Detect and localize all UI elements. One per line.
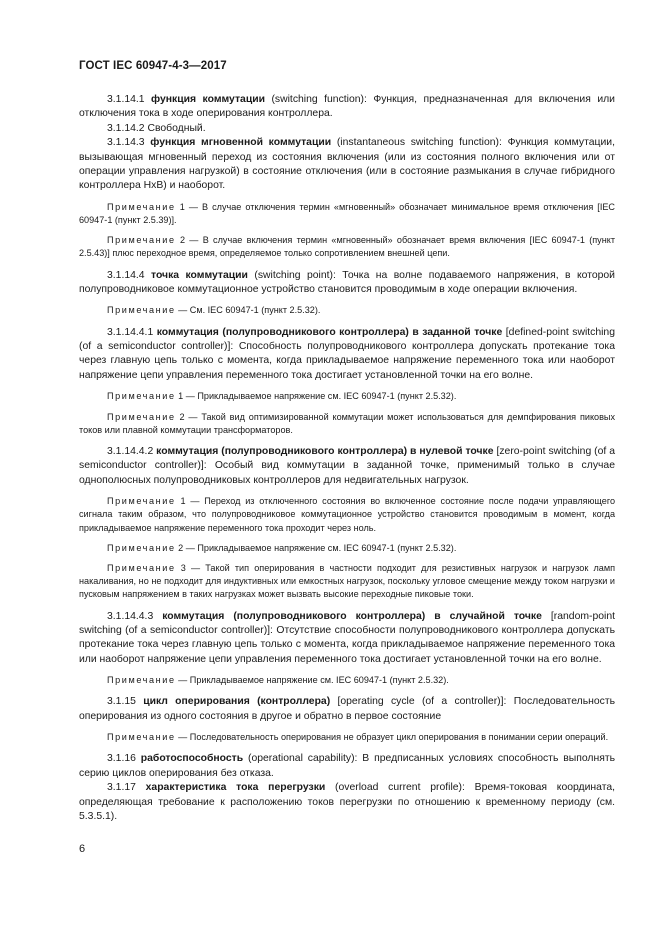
definition-text: (switching point): Точка на волне подаваемого напряжения, в которой полупроводниковое коммутационное устройство становится проводимым в ходе операции включения. xyxy=(79,269,615,296)
definition-text: Свободный. xyxy=(144,122,206,134)
note-label: Примечание xyxy=(107,411,176,422)
term: коммутация (полупроводникового контроллера) в случайной точке xyxy=(162,610,542,622)
note-text: 2 — Такой вид оптимизированной коммутации может использоваться для демпфирования пиковых токов или плавной коммутации трансформаторов. xyxy=(79,411,615,435)
note-text: 1 — Прикладываемое напряжение см. IEC 60947-1 (пункт 2.5.32). xyxy=(175,391,457,402)
definition-text: (operational capability): В предписанных условиях способность выполнять серию циклов оперирования без отказа. xyxy=(79,753,615,779)
definition-paragraph xyxy=(79,93,615,122)
note-text: 3 — Такой тип оперирования в частности подходит для резистивных нагрузок и нагрузок ламп накаливания, но не подходит для индуктивных или емкостных нагрузок, поскольку угловое смещение между током нагрузки и пусковым напряжением в таких нагрузках может вызвать высокие переходные пиковые токи. xyxy=(79,562,615,600)
note-paragraph xyxy=(79,304,615,317)
note-label: Примечание xyxy=(107,562,176,573)
note-label: Примечание xyxy=(107,542,176,553)
page-number: 6 xyxy=(79,843,86,855)
note-label: Примечание xyxy=(107,235,176,246)
note-paragraph xyxy=(79,731,615,744)
term: коммутация (полупроводникового контроллера) в заданной точке xyxy=(156,326,503,338)
clause-number: 3.1.14.4 xyxy=(107,269,151,281)
note-paragraph xyxy=(79,674,615,687)
clause-number: 3.1.14.3 xyxy=(107,137,151,149)
clause-number: 3.1.14.4.1 xyxy=(107,326,157,338)
note-text: — См. IEC 60947-1 (пункт 2.5.32). xyxy=(175,305,321,316)
note-label: Примечание xyxy=(107,305,176,316)
definition-paragraph xyxy=(79,136,615,194)
note-text: — Прикладываемое напряжение см. IEC 60947-1 (пункт 2.5.32). xyxy=(175,675,449,686)
note-text: 1 — Переход из отключенного состояния во включенное состояние после подачи управляющего сигнала таким образом, что полупроводниковое коммутационное устройство становится проводимым в момент, когда прикладываемое напряжение переменного тока проходит через ноль. xyxy=(79,496,615,533)
note-text: 1 — В случае отключения термин «мгновенный» обозначает минимальное время отключения [IEC 60947-1 (пункт 2.5.39)]. xyxy=(79,201,615,226)
definition-paragraph xyxy=(79,781,615,824)
note-paragraph xyxy=(79,495,615,535)
definition-text: (switching function): Функция, предназначенная для включения или отключения тока в ходе оперирования контроллера. xyxy=(79,94,615,120)
term: цикл оперирования (контроллера) xyxy=(143,696,331,708)
definition-paragraph xyxy=(79,610,615,668)
term: характеристика тока перегрузки xyxy=(145,782,326,794)
definition-paragraph xyxy=(79,269,615,298)
term: функция коммутации xyxy=(151,94,265,105)
term: работоспособность xyxy=(140,753,244,765)
note-paragraph xyxy=(79,542,615,555)
clause-number: 3.1.16 xyxy=(107,753,141,765)
clause-number: 3.1.14.4.3 xyxy=(107,610,163,622)
clause-number: 3.1.17 xyxy=(107,782,146,794)
note-paragraph xyxy=(79,562,615,602)
clause-number: 3.1.14.1 xyxy=(107,94,152,105)
note-text: — Последовательность оперирования не образует цикл оперирования в понимании серии операций. xyxy=(175,732,609,743)
definition-text: [random-point switching (of a semiconductor controller)]: Отсутствие способности полупроводникового контроллера допускать протекание тока через главную цепь только с момента, когда прикладываемое напряжение переменного тока или наоборот напряжение цепи управления переменного тока достигает установленной точки на его волне. xyxy=(79,610,616,665)
note-label: Примечание xyxy=(107,675,176,686)
note-paragraph xyxy=(79,234,615,260)
definition-paragraph xyxy=(79,752,615,781)
definition-paragraph xyxy=(79,445,615,488)
definition-text: [zero-point switching (of a semiconductor controller)]: Особый вид коммутации в заданной точке, применимый только в случае однополюсных полупроводниковых контроллеров для недвигательных нагрузок. xyxy=(79,445,616,486)
definition-text: [operating cycle (of a controller)]: Последовательность оперирования из одного состояния в другое и обратно в первое состояние xyxy=(79,696,615,722)
note-label: Примечание xyxy=(107,201,176,212)
note-label: Примечание xyxy=(107,496,176,507)
note-text: 2 — Прикладываемое напряжение см. IEC 60947-1 (пункт 2.5.32). xyxy=(175,542,457,553)
definition-text: (overload current profile): Время-токовая координата, определяющая требование к расположению токов перегрузки по отношению к временному периоду (см. 5.3.5.1). xyxy=(79,782,616,823)
definition-text: (instantaneous switching function): Функция коммутации, вызывающая мгновенный переход из состояния включения (или из состояния полного включения или от операции управления нагрузкой) в состояние отключения (или в состояние размыкания в случае гибридного контроллера HxB) и наоборот. xyxy=(79,137,615,192)
term: коммутация (полупроводникового контроллера) в нулевой точке xyxy=(156,445,494,457)
document-body xyxy=(79,93,615,824)
clause-number: 3.1.15 xyxy=(107,696,144,708)
definition-text: [defined-point switching (of a semiconductor controller)]: Способность полупроводникового контроллера допускать протекание тока через главную цепь только с момента, когда прикладываемое напряжение переменного тока или наоборот напряжение цепи управления переменного тока достигает установленной точки на его волне. xyxy=(79,326,615,381)
clause-number: 3.1.14.2 xyxy=(107,122,145,134)
note-paragraph xyxy=(79,390,615,403)
note-label: Примечание xyxy=(107,732,176,743)
note-text: 2 — В случае включения термин «мгновенный» обозначает время включения [IEC 60947-1 (пункт 2.5.43)] плюс переходное время, определяемое только сопротивлением внешней цепи. xyxy=(79,235,615,259)
clause-number: 3.1.14.4.2 xyxy=(107,445,157,457)
note-paragraph xyxy=(79,411,615,437)
definition-paragraph xyxy=(79,122,615,136)
definition-paragraph xyxy=(79,695,615,724)
definition-paragraph xyxy=(79,326,615,384)
note-paragraph xyxy=(79,201,615,227)
document-header: ГОСТ IEC 60947-4-3—2017 xyxy=(79,60,227,72)
term: точка коммутации xyxy=(151,269,248,281)
term: функция мгновенной коммутации xyxy=(150,137,332,149)
note-label: Примечание xyxy=(107,391,176,402)
